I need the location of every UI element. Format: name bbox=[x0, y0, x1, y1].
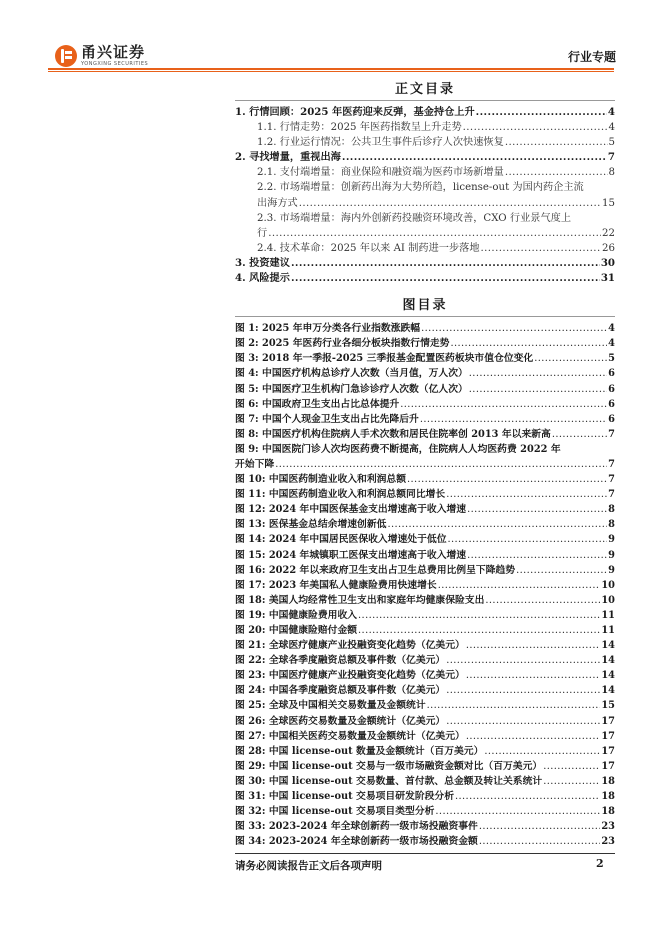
figure-leader-dots bbox=[467, 502, 607, 517]
figures-title: 图目录 bbox=[402, 298, 448, 314]
toc-entry-label: 2.1. 支付端增量：商业保险和融资端为医药市场新增量 bbox=[257, 167, 504, 179]
toc-entry-label: 1.2. 行业运行情况：公共卫生事件后诊疗人次快速恢复 bbox=[257, 137, 504, 149]
header-divider-thin bbox=[48, 71, 614, 72]
toc-entry[interactable] bbox=[235, 165, 615, 180]
figures-list bbox=[235, 321, 615, 849]
figure-entry-page: 6 bbox=[608, 398, 615, 410]
figure-entry-label: 图 11: 中国医药制造业收入和利润总额同比增长 bbox=[235, 489, 446, 501]
figure-entry-label: 图 33: 2023-2024 年全球创新药一级市场投融资事件 bbox=[235, 821, 478, 833]
toc-entry-continuation bbox=[257, 226, 615, 241]
figure-leader-dots bbox=[543, 759, 600, 774]
toc-entry-label: 1. 行情回顾：2025 年医药迎来反弹，基金持仓上升 bbox=[235, 106, 475, 118]
figure-entry[interactable] bbox=[235, 336, 615, 351]
logo-icon bbox=[55, 45, 77, 67]
figure-leader-dots bbox=[446, 653, 600, 668]
figure-leader-dots bbox=[479, 834, 601, 849]
figure-leader-dots bbox=[552, 427, 607, 442]
figure-leader-dots bbox=[469, 366, 607, 381]
toc-entry[interactable] bbox=[235, 120, 615, 135]
figure-entry-label: 图 21: 全球医疗健康产业投融资变化趋势（亿美元） bbox=[235, 640, 465, 652]
toc-leader-dots bbox=[291, 271, 600, 286]
toc-entry[interactable] bbox=[235, 105, 615, 120]
figure-entry-label: 图 32: 中国 license-out 交易项目类型分析 bbox=[235, 806, 435, 818]
figure-entry-page: 14 bbox=[601, 640, 615, 652]
figure-leader-dots bbox=[534, 351, 607, 366]
toc-leader-dots bbox=[481, 241, 602, 256]
toc-leader-dots bbox=[476, 105, 607, 120]
footer-disclaimer: 请务必阅读报告正文后各项声明 bbox=[235, 860, 382, 872]
figure-entry-page: 10 bbox=[601, 594, 615, 606]
main-content bbox=[235, 80, 615, 849]
figure-leader-dots bbox=[275, 457, 607, 472]
figure-entry-page: 6 bbox=[608, 383, 615, 395]
figure-entry-label: 图 17: 2023 年美国私人健康险费用快速增长 bbox=[235, 579, 437, 591]
figure-leader-dots bbox=[466, 729, 601, 744]
figure-entry-page: 8 bbox=[608, 504, 615, 516]
toc-leader-dots bbox=[268, 226, 601, 241]
toc-entry-page: 22 bbox=[602, 227, 615, 239]
figure-entry-label: 图 13: 医保基金总结余增速创新低 bbox=[235, 519, 387, 531]
figure-entry-page: 15 bbox=[601, 700, 615, 712]
toc-entry-continuation bbox=[257, 196, 615, 211]
figure-entry-label: 图 25: 全球及中国相关交易数量及金额统计 bbox=[235, 700, 426, 712]
figure-entry[interactable] bbox=[235, 698, 615, 713]
figure-entry-page: 5 bbox=[608, 353, 615, 365]
toc-leader-dots bbox=[342, 150, 607, 165]
figure-entry-page: 9 bbox=[608, 534, 615, 546]
toc-entry-page: 4 bbox=[608, 122, 615, 134]
toc-leader-dots bbox=[505, 135, 608, 150]
figure-entry-label: 图 22: 全球各季度融资总额及事件数（亿美元） bbox=[235, 655, 446, 667]
company-logo bbox=[55, 44, 148, 68]
figure-leader-dots bbox=[467, 548, 607, 563]
figure-entry[interactable] bbox=[235, 593, 615, 608]
toc-entry-page: 26 bbox=[602, 242, 615, 254]
figure-entry[interactable] bbox=[235, 548, 615, 563]
figure-entry-page: 7 bbox=[608, 489, 615, 501]
toc-leader-dots bbox=[299, 196, 601, 211]
figure-entry[interactable] bbox=[235, 608, 615, 623]
figure-leader-dots bbox=[484, 744, 600, 759]
figure-entry-page: 14 bbox=[601, 655, 615, 667]
figure-entry[interactable] bbox=[235, 668, 615, 683]
figure-entry-page: 17 bbox=[601, 745, 615, 757]
figure-entry-page: 18 bbox=[601, 791, 615, 803]
figure-entry-label-line1: 图 9: 中国医院门诊人次均医药费不断提高，住院病人人均医药费 2022 年 bbox=[235, 443, 561, 455]
figure-leader-dots bbox=[435, 804, 600, 819]
figure-entry-label: 图 5: 中国医疗卫生机构门急诊诊疗人次数（亿人次） bbox=[235, 383, 468, 395]
figure-entry-page: 7 bbox=[608, 458, 615, 470]
figure-entry[interactable] bbox=[235, 442, 615, 472]
figure-entry[interactable] bbox=[235, 653, 615, 668]
figure-entry-label: 图 12: 2024 年中国医保基金支出增速高于收入增速 bbox=[235, 504, 467, 516]
figure-entry-label: 图 34: 2023-2024 年全球创新药一级市场投融资金额 bbox=[235, 836, 478, 848]
figure-entry[interactable] bbox=[235, 804, 615, 819]
figure-entry[interactable] bbox=[235, 532, 615, 547]
toc-entry[interactable] bbox=[235, 150, 615, 165]
toc-entry-page: 8 bbox=[608, 167, 615, 179]
figure-entry-page: 17 bbox=[601, 715, 615, 727]
figure-entry[interactable] bbox=[235, 366, 615, 381]
figure-leader-dots bbox=[446, 487, 607, 502]
figure-leader-dots bbox=[466, 668, 601, 683]
figure-entry[interactable] bbox=[235, 382, 615, 397]
figure-entry-page: 23 bbox=[601, 821, 615, 833]
footer-divider bbox=[235, 853, 615, 854]
figure-entry-label: 图 15: 2024 年城镇职工医保支出增速高于收入增速 bbox=[235, 549, 467, 561]
figure-leader-dots bbox=[469, 382, 607, 397]
figure-entry-page: 17 bbox=[601, 760, 615, 772]
figures-title-divider bbox=[235, 316, 615, 317]
figure-entry[interactable] bbox=[235, 397, 615, 412]
toc-entry-label: 1.1. 行情走势：2025 年医药指数呈上升走势 bbox=[257, 122, 462, 134]
figure-leader-dots bbox=[427, 698, 601, 713]
figure-entry-label: 图 20: 中国健康险赔付金额 bbox=[235, 625, 358, 636]
toc-entry[interactable] bbox=[235, 180, 615, 210]
toc-entry[interactable] bbox=[235, 241, 615, 256]
toc-entry-label: 4. 风险提示 bbox=[235, 272, 290, 285]
figure-entry-label: 图 14: 2024 年中国居民医保收入增速处于低位 bbox=[235, 534, 447, 546]
figure-leader-dots bbox=[407, 472, 607, 487]
figure-entry-label: 图 8: 中国医疗机构住院病人手术次数和居民住院率创 2013 年以来新高 bbox=[235, 428, 551, 440]
toc-entry-page: 15 bbox=[602, 197, 615, 209]
figure-entry-label: 图 1: 2025 年申万分类各行业指数涨跌幅 bbox=[235, 323, 421, 335]
figure-entry-page: 10 bbox=[601, 579, 615, 591]
figure-entry-page: 18 bbox=[601, 775, 615, 787]
toc-entry[interactable] bbox=[235, 211, 615, 241]
figure-entry[interactable] bbox=[235, 759, 615, 774]
logo-name-cn: 甬兴证券 bbox=[81, 43, 146, 61]
figure-entry-continuation bbox=[235, 457, 615, 472]
toc-entry[interactable] bbox=[235, 271, 615, 286]
toc-entry-label: 2. 寻找增量，重视出海 bbox=[235, 151, 341, 164]
toc-entry-page: 7 bbox=[607, 151, 615, 164]
figure-entry-label: 图 3: 2018 年一季报-2025 三季报基金配置医药板块市值仓位变化 bbox=[235, 353, 534, 365]
figure-leader-dots bbox=[438, 578, 601, 593]
figure-leader-dots bbox=[400, 397, 607, 412]
figure-entry[interactable] bbox=[235, 351, 615, 366]
figure-entry-page: 23 bbox=[601, 836, 615, 848]
figure-leader-dots bbox=[455, 789, 600, 804]
figure-leader-dots bbox=[543, 774, 600, 789]
figure-leader-dots bbox=[516, 563, 607, 578]
page-header bbox=[0, 0, 662, 70]
figure-entry-label: 图 2: 2025 年医药行业各细分板块指数行情走势 bbox=[235, 338, 450, 350]
figure-entry[interactable] bbox=[235, 502, 615, 517]
page-number: 2 bbox=[596, 857, 604, 870]
toc-entry-page: 5 bbox=[608, 137, 615, 149]
toc-leader-dots bbox=[291, 256, 600, 271]
figure-entry[interactable] bbox=[235, 834, 615, 849]
figure-entry-page: 9 bbox=[608, 564, 615, 576]
figure-entry-page: 9 bbox=[608, 549, 615, 561]
toc-entry-label-line1: 2.3. 市场端增量：海内外创新药投融资环境改善，CXO 行业景气度上 bbox=[257, 212, 572, 224]
toc-entry-page: 30 bbox=[600, 256, 615, 269]
figure-entry[interactable] bbox=[235, 517, 615, 532]
figure-entry-page: 11 bbox=[601, 609, 615, 621]
figure-entry-page: 7 bbox=[608, 474, 615, 486]
figure-leader-dots bbox=[448, 532, 608, 547]
toc-list bbox=[235, 105, 615, 286]
figure-entry[interactable] bbox=[235, 789, 615, 804]
toc-entry-label: 2.4. 技术革命：2025 年以来 AI 制药进一步落地 bbox=[257, 242, 480, 254]
figure-entry[interactable] bbox=[235, 744, 615, 759]
toc-entry-page: 31 bbox=[600, 272, 615, 285]
figure-entry[interactable] bbox=[235, 638, 615, 653]
logo-name-en: YONGXING SECURITIES bbox=[81, 61, 149, 67]
figure-entry-label: 图 7: 中国个人现金卫生支出占比先降后升 bbox=[235, 413, 419, 425]
figure-entry[interactable] bbox=[235, 472, 615, 487]
figure-entry-page: 4 bbox=[608, 323, 615, 335]
figure-entry[interactable] bbox=[235, 427, 615, 442]
figure-entry-page: 11 bbox=[601, 625, 615, 636]
figure-leader-dots bbox=[420, 412, 607, 427]
figure-entry-page: 6 bbox=[608, 368, 615, 380]
figure-entry-label: 图 27: 中国相关医药交易数量及金额统计（亿美元） bbox=[235, 730, 465, 742]
figure-entry-label: 图 18: 美国人均经常性卫生支出和家庭年均健康保险支出 bbox=[235, 594, 485, 606]
figure-entry[interactable] bbox=[235, 563, 615, 578]
toc-entry-page: 4 bbox=[607, 106, 615, 118]
figure-entry[interactable] bbox=[235, 487, 615, 502]
toc-leader-dots bbox=[505, 165, 608, 180]
figure-entry-label: 图 23: 中国医疗健康产业投融资变化趋势（亿美元） bbox=[235, 670, 465, 682]
figure-leader-dots bbox=[479, 819, 601, 834]
figure-entry-label: 图 30: 中国 license-out 交易数量、首付款、总金额及转让关系统计 bbox=[235, 775, 543, 787]
figure-entry-page: 18 bbox=[601, 806, 615, 818]
figure-entry-page: 6 bbox=[608, 413, 615, 425]
toc-entry[interactable] bbox=[235, 135, 615, 150]
figure-leader-dots bbox=[446, 683, 600, 698]
figure-entry-page: 7 bbox=[608, 428, 615, 440]
figure-entry[interactable] bbox=[235, 578, 615, 593]
figure-leader-dots bbox=[358, 608, 600, 623]
figure-entry-page: 8 bbox=[608, 519, 615, 531]
figure-leader-dots bbox=[421, 321, 607, 336]
figure-entry-page: 17 bbox=[601, 730, 615, 742]
toc-entry[interactable] bbox=[235, 256, 615, 271]
figure-entry[interactable] bbox=[235, 819, 615, 834]
figure-entry-label: 图 31: 中国 license-out 交易项目研发阶段分析 bbox=[235, 791, 455, 803]
toc-entry-label-line2: 行 bbox=[257, 227, 268, 239]
figure-entry-page: 4 bbox=[608, 338, 615, 350]
figure-entry-label: 图 26: 全球医药交易数量及金额统计（亿美元） bbox=[235, 715, 446, 727]
toc-title-divider bbox=[235, 100, 615, 101]
toc-entry-label: 3. 投资建议 bbox=[235, 256, 290, 269]
figure-entry-label: 图 10: 中国医药制造业收入和利润总额 bbox=[235, 474, 407, 486]
figure-leader-dots bbox=[466, 638, 601, 653]
figure-entry-label: 图 4: 中国医疗机构总诊疗人次数（当月值，万人次） bbox=[235, 368, 468, 380]
report-type: 行业专题 bbox=[567, 50, 616, 64]
figure-leader-dots bbox=[387, 517, 607, 532]
figure-entry[interactable] bbox=[235, 729, 615, 744]
figure-leader-dots bbox=[485, 593, 600, 608]
figure-entry-label: 图 28: 中国 license-out 数量及金额统计（百万美元） bbox=[235, 745, 484, 757]
toc-leader-dots bbox=[463, 120, 608, 135]
figure-entry-page: 14 bbox=[601, 685, 615, 697]
toc-title: 正文目录 bbox=[394, 82, 455, 97]
figure-entry[interactable] bbox=[235, 412, 615, 427]
figure-entry[interactable] bbox=[235, 774, 615, 789]
header-divider bbox=[48, 68, 614, 70]
figure-entry-page: 14 bbox=[601, 670, 615, 682]
figure-entry-label-line2: 开始下降 bbox=[235, 458, 275, 470]
figure-entry-label: 图 6: 中国政府卫生支出占比总体提升 bbox=[235, 398, 400, 410]
figure-entry[interactable] bbox=[235, 683, 615, 698]
figure-entry-label: 图 24: 中国各季度融资总额及事件数（亿美元） bbox=[235, 685, 446, 697]
figure-leader-dots bbox=[358, 623, 600, 638]
figure-entry-label: 图 29: 中国 license-out 交易与一级市场融资金额对比（百万美元） bbox=[235, 760, 543, 772]
figure-entry-label: 图 16: 2022 年以来政府卫生支出占卫生总费用比例呈下降趋势 bbox=[235, 564, 516, 576]
figure-entry[interactable] bbox=[235, 321, 615, 336]
toc-entry-label-line2: 出海方式 bbox=[257, 197, 298, 209]
figure-leader-dots bbox=[450, 336, 607, 351]
figure-entry-label: 图 19: 中国健康险费用收入 bbox=[235, 609, 358, 621]
figure-entry[interactable] bbox=[235, 623, 615, 638]
figure-leader-dots bbox=[446, 714, 600, 729]
figure-entry[interactable] bbox=[235, 714, 615, 729]
toc-entry-label-line1: 2.2. 市场端增量：创新药出海为大势所趋，license-out 为国内药企主流 bbox=[257, 182, 584, 194]
